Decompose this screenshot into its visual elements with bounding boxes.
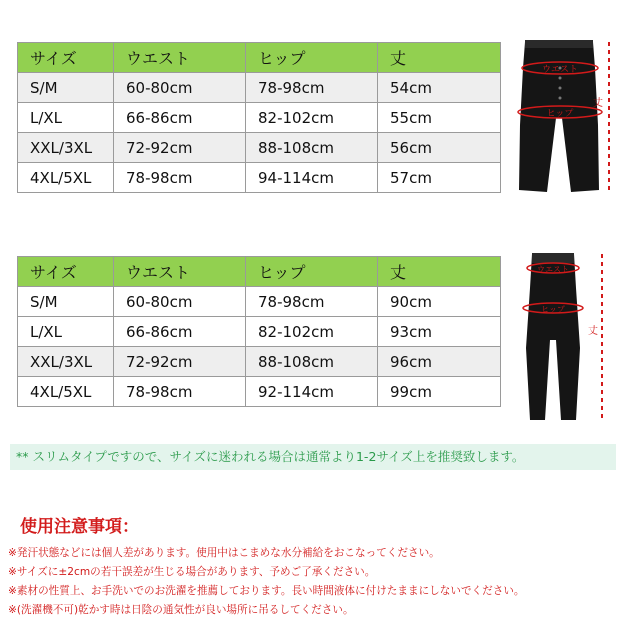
cell-waist: 72-92cm [114, 133, 246, 163]
cell-size: 4XL/5XL [18, 163, 114, 193]
table-row [18, 377, 501, 407]
length-label: 丈 [593, 98, 603, 109]
usage-title: 使用注意事項： [20, 517, 139, 537]
cell-hip: 82-102cm [246, 103, 378, 133]
size-table-shorts [17, 42, 501, 193]
waist-label: ウエスト [537, 265, 569, 274]
cell-hip: 78-98cm [246, 287, 378, 317]
cell-size: XXL/3XL [18, 347, 114, 377]
cell-length: 54cm [378, 73, 501, 103]
cell-waist: 78-98cm [114, 377, 246, 407]
header-hip: ヒップ [246, 257, 378, 287]
long-pants-diagram [510, 248, 630, 433]
length-label: 丈 [588, 326, 598, 337]
usage-list [8, 544, 525, 620]
cell-length: 99cm [378, 377, 501, 407]
hip-label: ヒップ [546, 109, 574, 119]
table-header-row [18, 257, 501, 287]
header-length: 丈 [378, 43, 501, 73]
table-row [18, 103, 501, 133]
table-row [18, 287, 501, 317]
cell-hip: 88-108cm [246, 347, 378, 377]
cell-waist: 60-80cm [114, 73, 246, 103]
header-size: サイズ [18, 257, 114, 287]
usage-item: ※発汗状態などには個人差があります。使用中はこまめな水分補給をおこなってください。 [8, 547, 440, 559]
cell-size: L/XL [18, 317, 114, 347]
header-hip: ヒップ [246, 43, 378, 73]
cell-waist: 66-86cm [114, 317, 246, 347]
header-waist: ウエスト [114, 43, 246, 73]
usage-item: ※サイズに±2cmの若干誤差が生じる場合があります、予めご了承ください。 [8, 566, 376, 578]
header-size: サイズ [18, 43, 114, 73]
table-row [18, 133, 501, 163]
cell-hip: 92-114cm [246, 377, 378, 407]
cell-size: XXL/3XL [18, 133, 114, 163]
cell-hip: 82-102cm [246, 317, 378, 347]
cell-length: 90cm [378, 287, 501, 317]
cell-waist: 60-80cm [114, 287, 246, 317]
sizing-note: ** スリムタイプですので、サイズに迷われる場合は通常より1-2サイズ上を推奨致します。 [10, 444, 616, 470]
cell-waist: 66-86cm [114, 103, 246, 133]
cell-hip: 78-98cm [246, 73, 378, 103]
header-length: 丈 [378, 257, 501, 287]
cell-size: S/M [18, 73, 114, 103]
cell-length: 57cm [378, 163, 501, 193]
cell-length: 93cm [378, 317, 501, 347]
cell-waist: 72-92cm [114, 347, 246, 377]
header-waist: ウエスト [114, 257, 246, 287]
usage-item: ※素材の性質上、お手洗いでのお洗濯を推薦しております。長い時間液体に付けたままにしないでください。 [8, 585, 525, 597]
cell-length: 96cm [378, 347, 501, 377]
cell-waist: 78-98cm [114, 163, 246, 193]
cell-size: S/M [18, 287, 114, 317]
table-row [18, 163, 501, 193]
table-row [18, 317, 501, 347]
cell-size: 4XL/5XL [18, 377, 114, 407]
size-table-long [17, 256, 501, 407]
cell-hip: 88-108cm [246, 133, 378, 163]
cell-size: L/XL [18, 103, 114, 133]
table-header-row [18, 43, 501, 73]
usage-item: ※(洗濯機不可)乾かす時は日陰の通気性が良い場所に吊るしてください。 [8, 604, 354, 616]
cell-hip: 94-114cm [246, 163, 378, 193]
cell-length: 55cm [378, 103, 501, 133]
table-row [18, 347, 501, 377]
table-row [18, 73, 501, 103]
waist-label: ウエスト [541, 65, 579, 75]
cell-length: 56cm [378, 133, 501, 163]
hip-label: ヒップ [541, 305, 565, 314]
shorts-diagram [505, 30, 630, 210]
